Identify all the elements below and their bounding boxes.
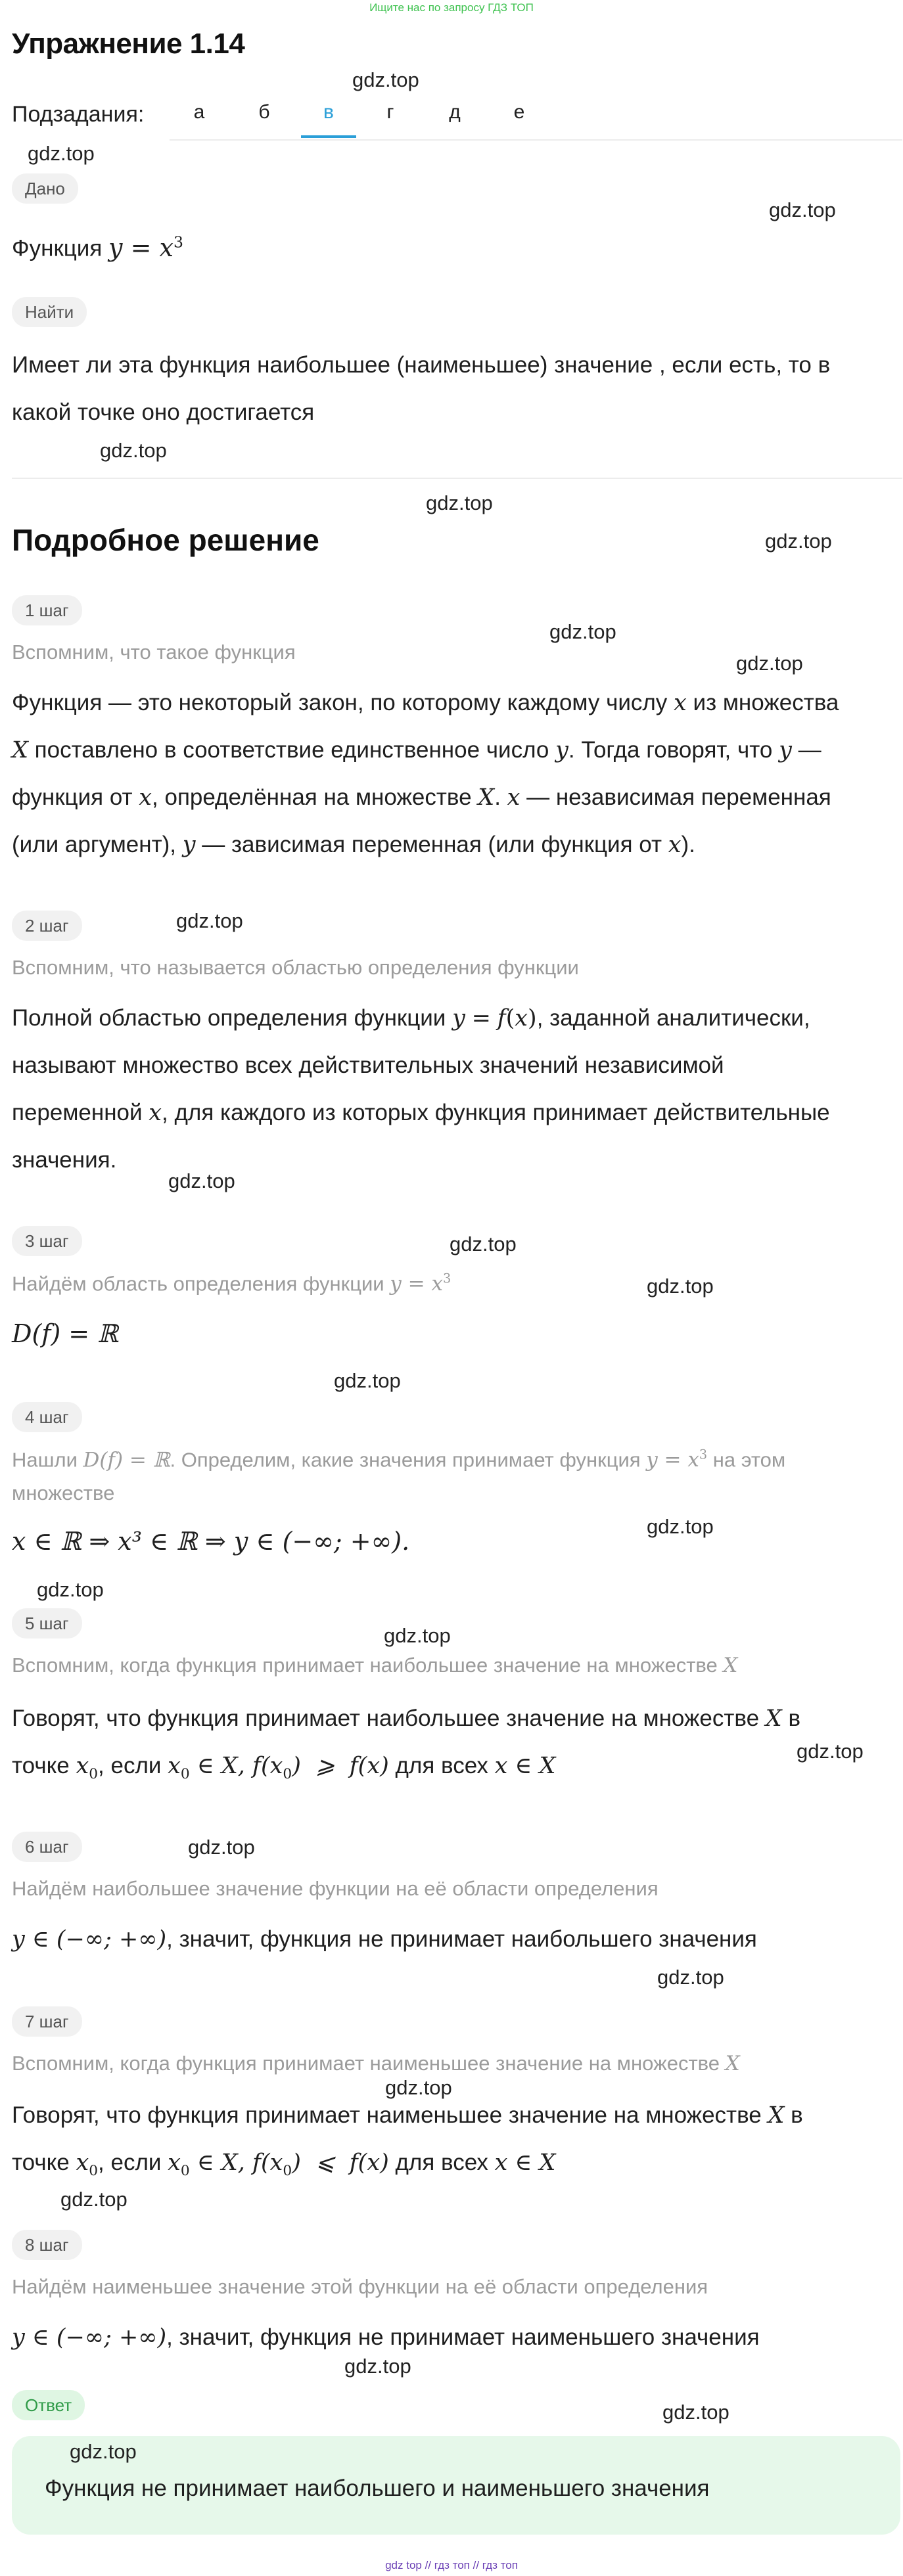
tab-d[interactable]: д — [449, 101, 461, 123]
tab-e[interactable]: е — [513, 101, 525, 123]
step-2-pill: 2 шаг — [12, 911, 82, 941]
watermark: gdz.top — [662, 2401, 729, 2424]
watermark: gdz.top — [797, 1740, 864, 1763]
step-1-line-2: X поставлено в соответствие единственное число y. Тогда говорят, что y — — [12, 737, 822, 763]
watermark: gdz.top — [647, 1275, 714, 1298]
answer-text: Функция не принимает наибольшего и наименьшего значения — [45, 2475, 710, 2501]
watermark: gdz.top — [385, 2076, 452, 2099]
watermark: gdz.top — [334, 1369, 401, 1392]
given-prefix: Функция — [12, 235, 103, 261]
step-8-hint: Найдём наименьшее значение этой функции на её области определения — [12, 2275, 708, 2298]
subtasks-label: Подзадания: — [12, 102, 145, 127]
watermark: gdz.top — [100, 439, 167, 462]
subtask-tabs — [170, 92, 902, 141]
find-line-1: Имеет ли эта функция наибольшее (наименьшее) значение , если есть, то в — [12, 352, 831, 378]
watermark: gdz.top — [60, 2188, 127, 2211]
step-3-pill: 3 шаг — [12, 1226, 82, 1256]
tab-g[interactable]: г — [386, 101, 394, 123]
step-2-line-1: Полной областью определения функции y = f(x), заданной аналитически, — [12, 1005, 810, 1031]
step-8-text: y ∈ (−∞; +∞), значит, функция не принимает наименьшего значения — [12, 2324, 760, 2351]
watermark: gdz.top — [549, 620, 616, 643]
active-tab-underline — [301, 135, 356, 138]
step-7-line-1: Говорят, что функция принимает наименьшее значение на множестве X в — [12, 2102, 803, 2129]
watermark: gdz.top — [168, 1169, 235, 1192]
tab-v[interactable]: в — [323, 101, 334, 123]
watermark: gdz.top — [384, 1624, 451, 1647]
watermark: gdz.top — [657, 1966, 724, 1989]
watermark: gdz.top — [188, 1836, 255, 1859]
step-3-formula: D(f) = ℝ — [12, 1319, 118, 1348]
step-7-hint: Вспомним, когда функция принимает наименьшее значение на множестве X — [12, 2052, 740, 2075]
step-6-pill: 6 шаг — [12, 1832, 82, 1862]
step-2-line-2: называют множество всех действительных значений независимой — [12, 1052, 724, 1078]
watermark: gdz.top — [426, 491, 493, 514]
step-1-line-3: функция от x, определённая на множестве X. x — независимая переменная — [12, 784, 831, 811]
step-5-line-1: Говорят, что функция принимает наибольшее значение на множестве X в — [12, 1706, 801, 1732]
watermark: gdz.top — [37, 1578, 104, 1601]
step-1-line-4: (или аргумент), y — зависимая переменная (или функция от x). — [12, 832, 695, 858]
watermark: gdz.top — [769, 198, 836, 221]
find-line-2: какой точке оно достигается — [12, 399, 315, 425]
solution-title: Подробное решение — [12, 523, 319, 557]
step-6-hint: Найдём наибольшее значение функции на её области определения — [12, 1877, 659, 1900]
given-pill: Дано — [12, 173, 78, 204]
divider — [12, 478, 902, 479]
step-7-pill: 7 шаг — [12, 2006, 82, 2037]
given-formula: $y = x^3$ — [108, 233, 183, 262]
step-4-formula: x ∈ ℝ ⇒ x³ ∈ ℝ ⇒ y ∈ (−∞; +∞). — [12, 1527, 410, 1556]
watermark: gdz.top — [736, 652, 803, 675]
step-2-line-3: переменной x, для каждого из которых функция принимает действительные — [12, 1100, 830, 1126]
watermark: gdz.top — [344, 2355, 411, 2378]
step-4-hint: Нашли D(f) = ℝ. Определим, какие значения принимает функция $y = x^3$ на этом — [12, 1447, 786, 1472]
tab-b[interactable]: б — [258, 101, 270, 123]
step-1-hint: Вспомним, что такое функция — [12, 641, 296, 664]
step-2-hint: Вспомним, что называется областью определения функции — [12, 956, 579, 979]
watermark: gdz.top — [28, 142, 95, 165]
watermark: gdz.top — [176, 909, 243, 932]
step-1-pill: 1 шаг — [12, 595, 82, 625]
given-text — [12, 218, 183, 273]
page-title: Упражнение 1.14 — [12, 28, 245, 60]
watermark: gdz.top — [647, 1515, 714, 1538]
step-5-hint: Вспомним, когда функция принимает наибольшее значение на множестве X — [12, 1654, 738, 1677]
step-4-hint-2: множестве — [12, 1481, 115, 1504]
watermark: gdz.top — [765, 530, 832, 553]
step-5-pill: 5 шаг — [12, 1608, 82, 1638]
step-4-pill: 4 шаг — [12, 1402, 82, 1432]
top-note: Ищите нас по запросу ГДЗ ТОП — [369, 1, 534, 14]
step-1-line-1: Функция — это некоторый закон, по которому каждому числу x из множества — [12, 690, 839, 716]
answer-pill: Ответ — [12, 2390, 85, 2420]
footer-note: gdz top // гдз топ // гдз топ — [385, 2559, 518, 2571]
watermark: gdz.top — [70, 2440, 137, 2463]
find-pill: Найти — [12, 297, 87, 327]
step-5-line-2: точке $x_0$, если $x_0$ ∈ X, $f(x_0)$ ⩾ f(x) для всех x ∈ X — [12, 1753, 556, 1782]
step-6-text: y ∈ (−∞; +∞), значит, функция не принимает наибольшего значения — [12, 1926, 757, 1953]
watermark: gdz.top — [352, 68, 419, 91]
step-7-line-2: точке $x_0$, если $x_0$ ∈ X, $f(x_0)$ ⩽ f(x) для всех x ∈ X — [12, 2150, 556, 2179]
step-2-line-4: значения. — [12, 1147, 117, 1173]
tab-a[interactable]: а — [193, 101, 205, 123]
step-8-pill: 8 шаг — [12, 2230, 82, 2260]
watermark: gdz.top — [450, 1232, 517, 1255]
step-3-hint: Найдём область определения функции $y = x^3$ — [12, 1271, 452, 1296]
